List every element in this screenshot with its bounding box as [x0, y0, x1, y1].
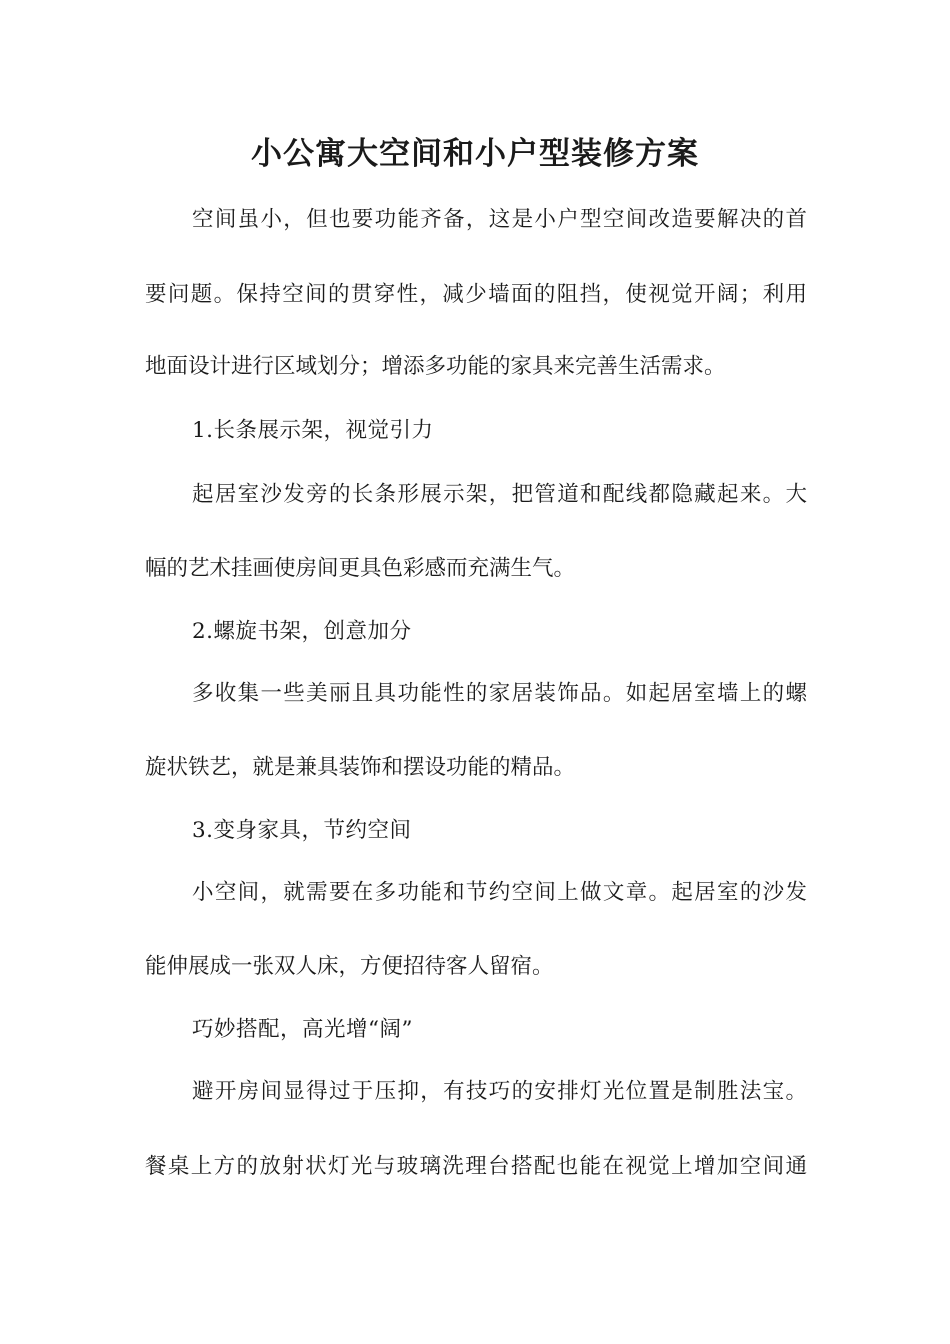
- paragraph-line: 地面设计进行区域划分；增添多功能的家具来完善生活需求。: [145, 354, 726, 379]
- section-heading: 2.螺旋书架，创意加分: [192, 619, 412, 644]
- paragraph-line: 餐桌上方的放射状灯光与玻璃洗理台搭配也能在视觉上增加空间通: [145, 1154, 807, 1179]
- section-heading: 巧妙搭配，高光增“阔”: [192, 1017, 413, 1042]
- paragraph-line: 多收集一些美丽且具功能性的家居装饰品。如起居室墙上的螺: [192, 681, 807, 706]
- paragraph-line: 要问题。保持空间的贯穿性，减少墙面的阻挡，使视觉开阔；利用: [145, 282, 807, 307]
- paragraph-line: 起居室沙发旁的长条形展示架，把管道和配线都隐藏起来。大: [192, 482, 807, 507]
- section-heading: 3.变身家具，节约空间: [192, 818, 412, 843]
- section-heading: 1.长条展示架，视觉引力: [192, 418, 434, 443]
- paragraph-line: 小空间，就需要在多功能和节约空间上做文章。起居室的沙发: [192, 880, 807, 905]
- paragraph-line: 能伸展成一张双人床，方便招待客人留宿。: [145, 954, 554, 979]
- paragraph-line: 旋状铁艺，就是兼具装饰和摆设功能的精品。: [145, 755, 576, 780]
- paragraph-line: 幅的艺术挂画使房间更具色彩感而充满生气。: [145, 556, 576, 581]
- document-title: 小公寓大空间和小户型装修方案: [251, 136, 699, 172]
- paragraph-line: 避开房间显得过于压抑，有技巧的安排灯光位置是制胜法宝。: [192, 1079, 807, 1104]
- paragraph-line: 空间虽小，但也要功能齐备，这是小户型空间改造要解决的首: [192, 207, 807, 232]
